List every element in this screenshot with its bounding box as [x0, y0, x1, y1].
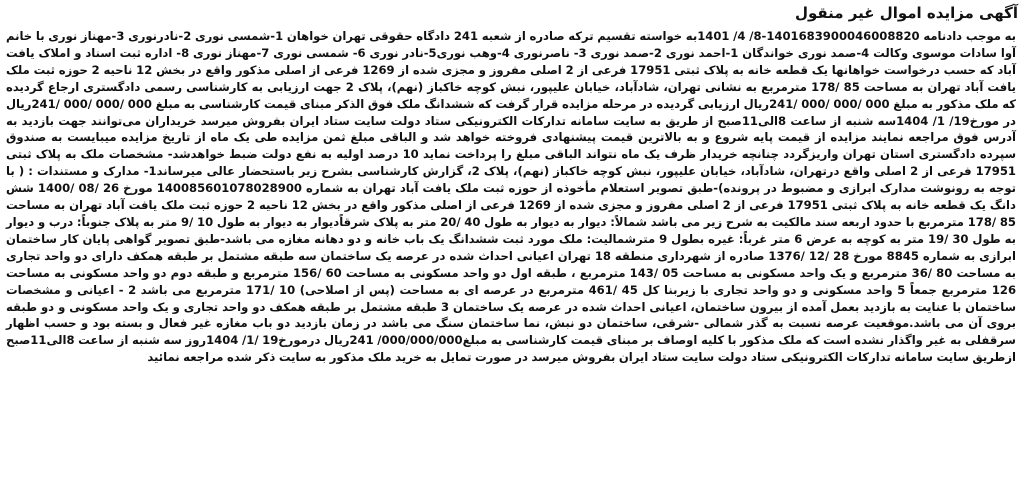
auction-notice [4, 2, 1020, 490]
notice-body: به موجب دادنامه 140168390004600882‌0-8/ 4/ 1401به خواسته تقسیم ترکه صادره از شعبه 241 دادگاه حقوقی تهران خواهان 1-شمسی نوری 2-نادرنوری 3-مهناز نوری با خانم آوا سادات موسوی وکالت 4-صمد نوری خواندگان 1-احمد نوری 2-صمد نوری 3- ناصرنوری 4-وهب نوری5-نادر نوری 6- شمسی نوری 7-مهناز نوری 8- اداره ثبت اسناد و املاک یافت آباد که حسب درخواست خواهانها یک قطعه خانه به پلاک ثبتی 17951 فرعی از 2 اصلی مفروز و مجزی شده از 1269 فرعی از اصلی مذکور واقع در بخش 12 ناحیه 2 حوزه ثبت ملک یافت آباد تهران به مساحت 85 /178 مترمربع به نشانی تهران، شادآباد، خیابان علیپور، نبش کوچه خاکباز (نهم)، پلاک 2 جهت ارزیابی به کارشناسی رسمی دادگستری ارجاع گردیده که ملک مذکور به مبلغ 000 /000 /000 /241ریال ارزیابی گردیده در مرحله مزایده قرار گرفت که ششدانگ ملک فوق الذکر مبنای قیمت کارشناسی به مبلغ 000 /000 /000 /241ریال در مورخ19/ 1/ 1404سه شنبه از ساعت 8الی11صبح از طریق به سایت سامانه تدارکات الکترونیکی ستاد دولت سایت ستاد ایران بفروش میرسد خریداران می‌توانند جهت بازدید به آدرس فوق مراجعه نمایند مزایده از قیمت پایه شروع و به بالاترین قیمت پیشنهادی فروخته خواهد شد و الباقی مبلغ ثمن مزایده طی یک ماه از تاریخ مزایده میبایست به صندوق سپرده دادگستری استان تهران واریزگردد چنانچه خریدار ظرف یک ماه نتواند الباقی مبلغ را پرداخت نماید 10 درصد اولیه به نفع دولت ضبط خواهدشد- مشخصات ملک به پلاک ثبتی 17951 فرعی از 2 اصلی واقع درتهران، شادآباد، خیابان علیپور، نبش کوچه خاکباز (نهم)، پلاک 2، گزارش کارشناسی بشرح زیر باستحضار عالی میرساند1- مدارک و مستندات : ( با توجه به رونوشت مدارک ابرازی و مضبوط در پرونده)-طبق تصویر استعلام مأخوذه از حوزه ثبت ملک یافت آباد تهران به شماره 140085601078028900 مورخ 26 /08 /1400 شش دانگ یک قطعه خانه به پلاک ثبتی 17951 فرعی از 2 اصلی مفروز و مجزی شده از 1269 فرعی از اصلی مذکور واقع در بخش 12 ناحیه 2 حوزه ثبت ملک یافت آباد تهران به مساحت 85 /178 مترمربع با حدود اربعه سند مالکیت به شرح زیر می باشد شمالاً: دیوار به دیوار به طول 40 /20 متر به پلاک شرقاًدیوار به دیوار به طول 10 /9 متر به پلاک جنوباً: درب و دیوار به طول 30 /19 متر به کوچه به عرض 6 متر غرباً: غیره بطول 9 مترشمالیت: ملک مورد ثبت ششدانگ یک باب خانه و دو دهانه مغازه می باشد-طبق تصویر گواهی پایان کار ساختمان ابرازی به شماره 8845 مورخ 28 /12 /1376 صادره از شهرداری منطقه 18 تهران اعیانی احداث شده در عرصه یک ساختمان سه طبقه مشتمل بر طبقه همکف دارای دو واحد تجاری به مساحت 80 /36 مترمربع و یک واحد مسکونی به مساحت 05 /143 مترمربع ، طبقه اول دو واحد مسکونی به مساحت 60 /156 مترمربع و طبقه دوم دو واحد مسکونی به مساحت 126 مترمربع جمعاً 5 واحد مسکونی و دو واحد تجاری با زیربنا کل 45 /461 مترمربع در عرصه ای به مساحت (پس از اصلاحی) 10 /171 مترمربع می باشد 2 - اعیانی و مشخصات ساختمان با عنایت به بازدید بعمل آمده از بیرون ساختمان، اعیانی احداث شده در عرصه یک ساختمان 3 طبقه مشتمل بر طبقه همکف دو واحد تجاری و یک واحد مسکونی و دو طبقه بروی آن می باشد.موقعیت عرصه نسبت به گذر شمالی -شرقی، ساختمان دو نبش، نما ساختمان سنگ می باشد در زمان بازدید دو باب مغازه غیر فعال و بسته بود و حسب اظهار سرقفلی به غیر واگذار نشده است که ملک مذکور با کلیه اوصاف بر مبنای قیمت کارشناسی به مبلغ000/000/000/ 241ریال درمورخ19 /1/ 1404روز سه شنبه از ساعت 8الی11صبح ازطریق سایت سامانه تدارکات الکترونیکی ستاد دولت سایت ستاد ایران بفروش میرسد در صورت تمایل به خرید ملک مذکور به سایت ذکر شده مراجعه نمائید [6, 29, 1017, 365]
notice-title: آگهی مزایده اموال غیر منقول [794, 4, 1018, 22]
